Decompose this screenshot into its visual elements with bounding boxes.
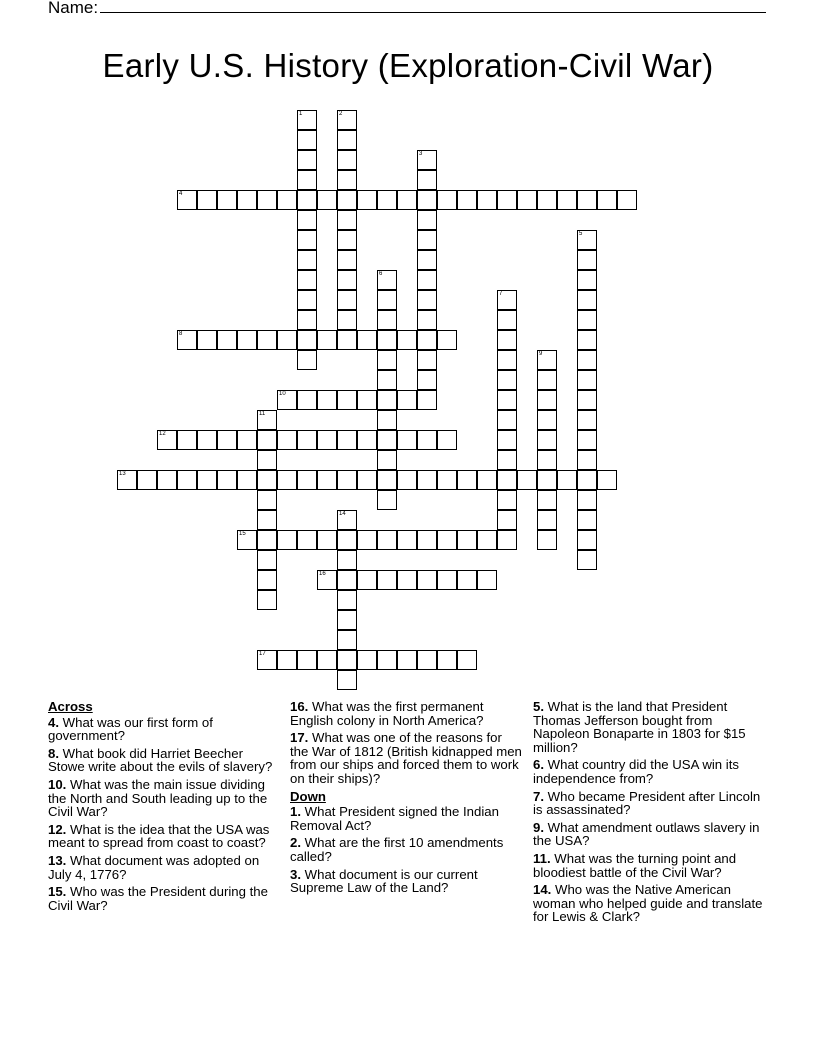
cell-number: 10 bbox=[279, 391, 286, 397]
grid-cell[interactable] bbox=[537, 430, 557, 450]
grid-cell[interactable] bbox=[257, 510, 277, 530]
grid-cell[interactable] bbox=[357, 430, 377, 450]
grid-cell[interactable] bbox=[297, 170, 317, 190]
grid-cell[interactable] bbox=[477, 190, 497, 210]
grid-cell[interactable] bbox=[577, 550, 597, 570]
grid-cell[interactable] bbox=[297, 310, 317, 330]
grid-cell[interactable] bbox=[457, 190, 477, 210]
grid-cell[interactable] bbox=[457, 470, 477, 490]
grid-cell[interactable] bbox=[397, 390, 417, 410]
grid-cell[interactable] bbox=[397, 470, 417, 490]
grid-cell[interactable] bbox=[597, 470, 617, 490]
grid-cell[interactable] bbox=[377, 330, 397, 350]
grid-cell[interactable] bbox=[337, 550, 357, 570]
grid-cell[interactable] bbox=[337, 530, 357, 550]
grid-cell[interactable] bbox=[577, 470, 597, 490]
grid-cell[interactable] bbox=[477, 570, 497, 590]
grid-cell[interactable] bbox=[257, 410, 277, 430]
grid-cell[interactable] bbox=[557, 470, 577, 490]
grid-cell[interactable] bbox=[237, 530, 257, 550]
grid-cell[interactable] bbox=[457, 530, 477, 550]
grid-cell[interactable] bbox=[537, 530, 557, 550]
grid-cell[interactable] bbox=[217, 430, 237, 450]
grid-cell[interactable] bbox=[257, 650, 277, 670]
grid-cell[interactable] bbox=[497, 290, 517, 310]
grid-cell[interactable] bbox=[117, 470, 137, 490]
clue-across-13: 13. What document was adopted on July 4, 1776? bbox=[48, 852, 260, 882]
grid-cell[interactable] bbox=[257, 190, 277, 210]
grid-cell[interactable] bbox=[137, 470, 157, 490]
grid-cell[interactable] bbox=[497, 390, 517, 410]
grid-cell[interactable] bbox=[437, 530, 457, 550]
grid-cell[interactable] bbox=[257, 530, 277, 550]
grid-cell[interactable] bbox=[537, 510, 557, 530]
grid-cell[interactable] bbox=[197, 470, 217, 490]
cell-number: 6 bbox=[379, 271, 383, 277]
grid-cell[interactable] bbox=[437, 430, 457, 450]
grid-cell[interactable] bbox=[437, 190, 457, 210]
grid-cell[interactable] bbox=[297, 110, 317, 130]
grid-cell[interactable] bbox=[357, 390, 377, 410]
grid-cell[interactable] bbox=[297, 130, 317, 150]
grid-cell[interactable] bbox=[337, 630, 357, 650]
clue-down-6: 6. What country did the USA win its independence from? bbox=[533, 757, 739, 786]
clue-across-17: 17. What was one of the reasons for the War of 1812 (British kidnapped men from our ships and forced them to work on their ships)? bbox=[290, 730, 522, 786]
grid-cell[interactable] bbox=[297, 330, 317, 350]
grid-cell[interactable] bbox=[577, 490, 597, 510]
clue-across-12: 12. What is the idea that the USA was meant to spread from coast to coast? bbox=[48, 821, 270, 851]
grid-cell[interactable] bbox=[417, 290, 437, 310]
grid-cell[interactable] bbox=[377, 370, 397, 390]
grid-cell[interactable] bbox=[337, 210, 357, 230]
grid-cell[interactable] bbox=[417, 250, 437, 270]
grid-cell[interactable] bbox=[517, 190, 537, 210]
grid-cell[interactable] bbox=[537, 190, 557, 210]
clue-across-16: 16. What was the first permanent English colony in North America? bbox=[290, 699, 484, 728]
grid-cell[interactable] bbox=[497, 310, 517, 330]
grid-cell[interactable] bbox=[377, 490, 397, 510]
grid-cell[interactable] bbox=[397, 650, 417, 670]
grid-cell[interactable] bbox=[217, 190, 237, 210]
grid-cell[interactable] bbox=[277, 470, 297, 490]
grid-cell[interactable] bbox=[337, 110, 357, 130]
grid-cell[interactable] bbox=[577, 510, 597, 530]
grid-cell[interactable] bbox=[237, 330, 257, 350]
cell-number: 11 bbox=[259, 411, 266, 417]
grid-cell[interactable] bbox=[557, 190, 577, 210]
grid-cell[interactable] bbox=[497, 350, 517, 370]
grid-cell[interactable] bbox=[417, 230, 437, 250]
grid-cell[interactable] bbox=[337, 390, 357, 410]
grid-cell[interactable] bbox=[437, 470, 457, 490]
grid-cell[interactable] bbox=[417, 350, 437, 370]
grid-cell[interactable] bbox=[157, 430, 177, 450]
grid-cell[interactable] bbox=[297, 230, 317, 250]
grid-cell[interactable] bbox=[237, 430, 257, 450]
grid-cell[interactable] bbox=[357, 530, 377, 550]
clue-down-7: 7. Who became President after Lincoln is assassinated? bbox=[533, 788, 761, 818]
grid-cell[interactable] bbox=[377, 350, 397, 370]
grid-cell[interactable] bbox=[577, 450, 597, 470]
grid-cell[interactable] bbox=[417, 270, 437, 290]
grid-cell[interactable] bbox=[237, 470, 257, 490]
grid-cell[interactable] bbox=[337, 150, 357, 170]
grid-cell[interactable] bbox=[577, 390, 597, 410]
grid-cell[interactable] bbox=[377, 190, 397, 210]
grid-cell[interactable] bbox=[377, 310, 397, 330]
grid-cell[interactable] bbox=[577, 350, 597, 370]
grid-cell[interactable] bbox=[497, 450, 517, 470]
grid-cell[interactable] bbox=[377, 390, 397, 410]
grid-cell[interactable] bbox=[397, 570, 417, 590]
grid-cell[interactable] bbox=[537, 470, 557, 490]
grid-cell[interactable] bbox=[377, 290, 397, 310]
grid-cell[interactable] bbox=[377, 530, 397, 550]
grid-cell[interactable] bbox=[497, 410, 517, 430]
cell-number: 15 bbox=[239, 531, 246, 537]
clue-across-4: 4. What was our first form of government? bbox=[48, 714, 213, 744]
grid-cell[interactable] bbox=[397, 530, 417, 550]
cell-number: 16 bbox=[319, 571, 326, 577]
grid-cell[interactable] bbox=[317, 190, 337, 210]
grid-cell[interactable] bbox=[417, 330, 437, 350]
grid-cell[interactable] bbox=[577, 410, 597, 430]
grid-cell[interactable] bbox=[417, 310, 437, 330]
grid-cell[interactable] bbox=[297, 150, 317, 170]
grid-cell[interactable] bbox=[297, 270, 317, 290]
grid-cell[interactable] bbox=[537, 450, 557, 470]
grid-cell[interactable] bbox=[257, 450, 277, 470]
grid-cell[interactable] bbox=[257, 330, 277, 350]
clue-across-10: 10. What was the main issue dividing the North and South leading up to the Civil War? bbox=[48, 776, 268, 820]
grid-cell[interactable] bbox=[297, 350, 317, 370]
grid-cell[interactable] bbox=[337, 130, 357, 150]
clue-down-9: 9. What amendment outlaws slavery in the USA? bbox=[533, 819, 760, 849]
grid-cell[interactable] bbox=[397, 330, 417, 350]
puzzle-title: Early U.S. History (Exploration-Civil War) bbox=[102, 47, 714, 84]
grid-cell[interactable] bbox=[357, 330, 377, 350]
clue-down-11: 11. What was the turning point and bloodiest battle of the Civil War? bbox=[533, 850, 737, 880]
grid-cell[interactable] bbox=[597, 190, 617, 210]
down-heading: Down bbox=[290, 788, 326, 804]
grid-cell[interactable] bbox=[297, 390, 317, 410]
grid-cell[interactable] bbox=[297, 430, 317, 450]
grid-cell[interactable] bbox=[337, 270, 357, 290]
grid-cell[interactable] bbox=[417, 210, 437, 230]
clue-down-5: 5. What is the land that President Thomas Jefferson bought from Napoleon Bonaparte in 1803 for $15 million? bbox=[533, 699, 746, 755]
grid-cell[interactable] bbox=[577, 230, 597, 250]
grid-cell[interactable] bbox=[437, 570, 457, 590]
grid-cell[interactable] bbox=[297, 190, 317, 210]
grid-cell[interactable] bbox=[417, 190, 437, 210]
grid-cell[interactable] bbox=[277, 190, 297, 210]
cell-number: 9 bbox=[539, 351, 543, 357]
grid-cell[interactable] bbox=[177, 430, 197, 450]
grid-cell[interactable] bbox=[337, 310, 357, 330]
grid-cell[interactable] bbox=[277, 650, 297, 670]
grid-cell[interactable] bbox=[177, 330, 197, 350]
grid-cell[interactable] bbox=[297, 650, 317, 670]
grid-cell[interactable] bbox=[377, 430, 397, 450]
grid-cell[interactable] bbox=[337, 330, 357, 350]
grid-cell[interactable] bbox=[337, 250, 357, 270]
grid-cell[interactable] bbox=[437, 330, 457, 350]
grid-cell[interactable] bbox=[537, 410, 557, 430]
grid-cell[interactable] bbox=[377, 270, 397, 290]
grid-cell[interactable] bbox=[297, 250, 317, 270]
grid-cell[interactable] bbox=[337, 610, 357, 630]
grid-cell[interactable] bbox=[357, 470, 377, 490]
grid-cell[interactable] bbox=[337, 650, 357, 670]
grid-cell[interactable] bbox=[317, 390, 337, 410]
grid-cell[interactable] bbox=[497, 470, 517, 490]
grid-cell[interactable] bbox=[457, 650, 477, 670]
cell-number: 2 bbox=[339, 111, 343, 117]
grid-cell[interactable] bbox=[617, 190, 637, 210]
grid-cell[interactable] bbox=[577, 310, 597, 330]
grid-cell[interactable] bbox=[577, 250, 597, 270]
grid-cell[interactable] bbox=[297, 530, 317, 550]
grid-cell[interactable] bbox=[577, 530, 597, 550]
grid-cell[interactable] bbox=[357, 650, 377, 670]
across-heading: Across bbox=[48, 699, 93, 714]
grid-cell[interactable] bbox=[337, 430, 357, 450]
grid-cell[interactable] bbox=[577, 330, 597, 350]
grid-cell[interactable] bbox=[257, 570, 277, 590]
grid-cell[interactable] bbox=[417, 390, 437, 410]
grid-cell[interactable] bbox=[197, 430, 217, 450]
grid-cell[interactable] bbox=[337, 190, 357, 210]
cell-number: 3 bbox=[419, 151, 423, 157]
grid-cell[interactable] bbox=[577, 290, 597, 310]
grid-cell[interactable] bbox=[497, 330, 517, 350]
grid-cell[interactable] bbox=[537, 350, 557, 370]
grid-cell[interactable] bbox=[517, 470, 537, 490]
grid-cell[interactable] bbox=[417, 570, 437, 590]
grid-cell[interactable] bbox=[357, 570, 377, 590]
grid-cell[interactable] bbox=[537, 370, 557, 390]
grid-cell[interactable] bbox=[417, 650, 437, 670]
cell-number: 4 bbox=[179, 191, 183, 197]
grid-cell[interactable] bbox=[297, 470, 317, 490]
grid-cell[interactable] bbox=[577, 270, 597, 290]
grid-cell[interactable] bbox=[317, 570, 337, 590]
cell-number: 12 bbox=[159, 431, 166, 437]
clue-across-15: 15. Who was the President during the Civil War? bbox=[48, 884, 268, 913]
grid-cell[interactable] bbox=[317, 650, 337, 670]
grid-cell[interactable] bbox=[297, 210, 317, 230]
clue-down-2: 2. What are the first 10 amendments called? bbox=[290, 835, 504, 864]
grid-cell[interactable] bbox=[377, 470, 397, 490]
cell-number: 14 bbox=[339, 511, 346, 517]
grid-cell[interactable] bbox=[537, 390, 557, 410]
grid-cell[interactable] bbox=[397, 430, 417, 450]
cell-number: 13 bbox=[119, 471, 126, 477]
grid-cell[interactable] bbox=[257, 590, 277, 610]
clue-column-2 bbox=[290, 700, 522, 899]
grid-cell[interactable] bbox=[577, 430, 597, 450]
grid-cell[interactable] bbox=[477, 530, 497, 550]
grid-cell[interactable] bbox=[417, 150, 437, 170]
grid-cell[interactable] bbox=[257, 550, 277, 570]
clue-column-3 bbox=[533, 700, 765, 928]
grid-cell[interactable] bbox=[257, 490, 277, 510]
grid-cell[interactable] bbox=[497, 370, 517, 390]
clue-column-1 bbox=[48, 700, 280, 916]
grid-cell[interactable] bbox=[277, 330, 297, 350]
grid-cell[interactable] bbox=[417, 470, 437, 490]
grid-cell[interactable] bbox=[377, 450, 397, 470]
grid-cell[interactable] bbox=[497, 430, 517, 450]
grid-cell[interactable] bbox=[457, 570, 477, 590]
grid-cell[interactable] bbox=[397, 190, 417, 210]
cell-number: 1 bbox=[299, 111, 303, 117]
grid-cell[interactable] bbox=[177, 190, 197, 210]
grid-cell[interactable] bbox=[497, 190, 517, 210]
grid-cell[interactable] bbox=[417, 530, 437, 550]
grid-cell[interactable] bbox=[257, 470, 277, 490]
cell-number: 5 bbox=[579, 231, 583, 237]
clue-down-1: 1. What President signed the Indian Removal Act? bbox=[290, 804, 499, 833]
grid-cell[interactable] bbox=[177, 470, 197, 490]
grid-cell[interactable] bbox=[417, 170, 437, 190]
grid-cell[interactable] bbox=[437, 650, 457, 670]
clue-across-8: 8. What book did Harriet Beecher Stowe write about the evils of slavery? bbox=[48, 745, 273, 775]
clue-down-14: 14. Who was the Native American woman who helped guide and translate for Lewis & Clark? bbox=[533, 882, 763, 925]
grid-cell[interactable] bbox=[337, 670, 357, 690]
clue-down-3: 3. What document is our current Supreme Law of the Land? bbox=[290, 866, 478, 896]
cell-number: 17 bbox=[259, 651, 266, 657]
grid-cell[interactable] bbox=[577, 370, 597, 390]
grid-cell[interactable] bbox=[497, 510, 517, 530]
grid-cell[interactable] bbox=[197, 330, 217, 350]
grid-cell[interactable] bbox=[537, 490, 557, 510]
grid-cell[interactable] bbox=[317, 530, 337, 550]
grid-cell[interactable] bbox=[217, 330, 237, 350]
grid-cell[interactable] bbox=[337, 510, 357, 530]
grid-cell[interactable] bbox=[237, 190, 257, 210]
grid-cell[interactable] bbox=[277, 430, 297, 450]
grid-cell[interactable] bbox=[337, 470, 357, 490]
grid-cell[interactable] bbox=[337, 290, 357, 310]
grid-cell[interactable] bbox=[277, 390, 297, 410]
grid-cell[interactable] bbox=[317, 470, 337, 490]
grid-cell[interactable] bbox=[417, 430, 437, 450]
grid-cell[interactable] bbox=[157, 470, 177, 490]
grid-cell[interactable] bbox=[377, 570, 397, 590]
grid-cell[interactable] bbox=[317, 430, 337, 450]
grid-cell[interactable] bbox=[257, 430, 277, 450]
grid-cell[interactable] bbox=[337, 230, 357, 250]
grid-cell[interactable] bbox=[377, 650, 397, 670]
grid-cell[interactable] bbox=[297, 290, 317, 310]
grid-cell[interactable] bbox=[197, 190, 217, 210]
cell-number: 7 bbox=[499, 291, 503, 297]
grid-cell[interactable] bbox=[317, 330, 337, 350]
grid-cell[interactable] bbox=[337, 590, 357, 610]
grid-cell[interactable] bbox=[337, 570, 357, 590]
grid-cell[interactable] bbox=[577, 190, 597, 210]
grid-cell[interactable] bbox=[497, 490, 517, 510]
grid-cell[interactable] bbox=[277, 530, 297, 550]
cell-number: 8 bbox=[179, 331, 183, 337]
grid-cell[interactable] bbox=[377, 410, 397, 430]
grid-cell[interactable] bbox=[497, 530, 517, 550]
grid-cell[interactable] bbox=[217, 470, 237, 490]
grid-cell[interactable] bbox=[417, 370, 437, 390]
grid-cell[interactable] bbox=[337, 170, 357, 190]
grid-cell[interactable] bbox=[357, 190, 377, 210]
grid-cell[interactable] bbox=[477, 470, 497, 490]
name-label: Name: bbox=[48, 0, 99, 17]
